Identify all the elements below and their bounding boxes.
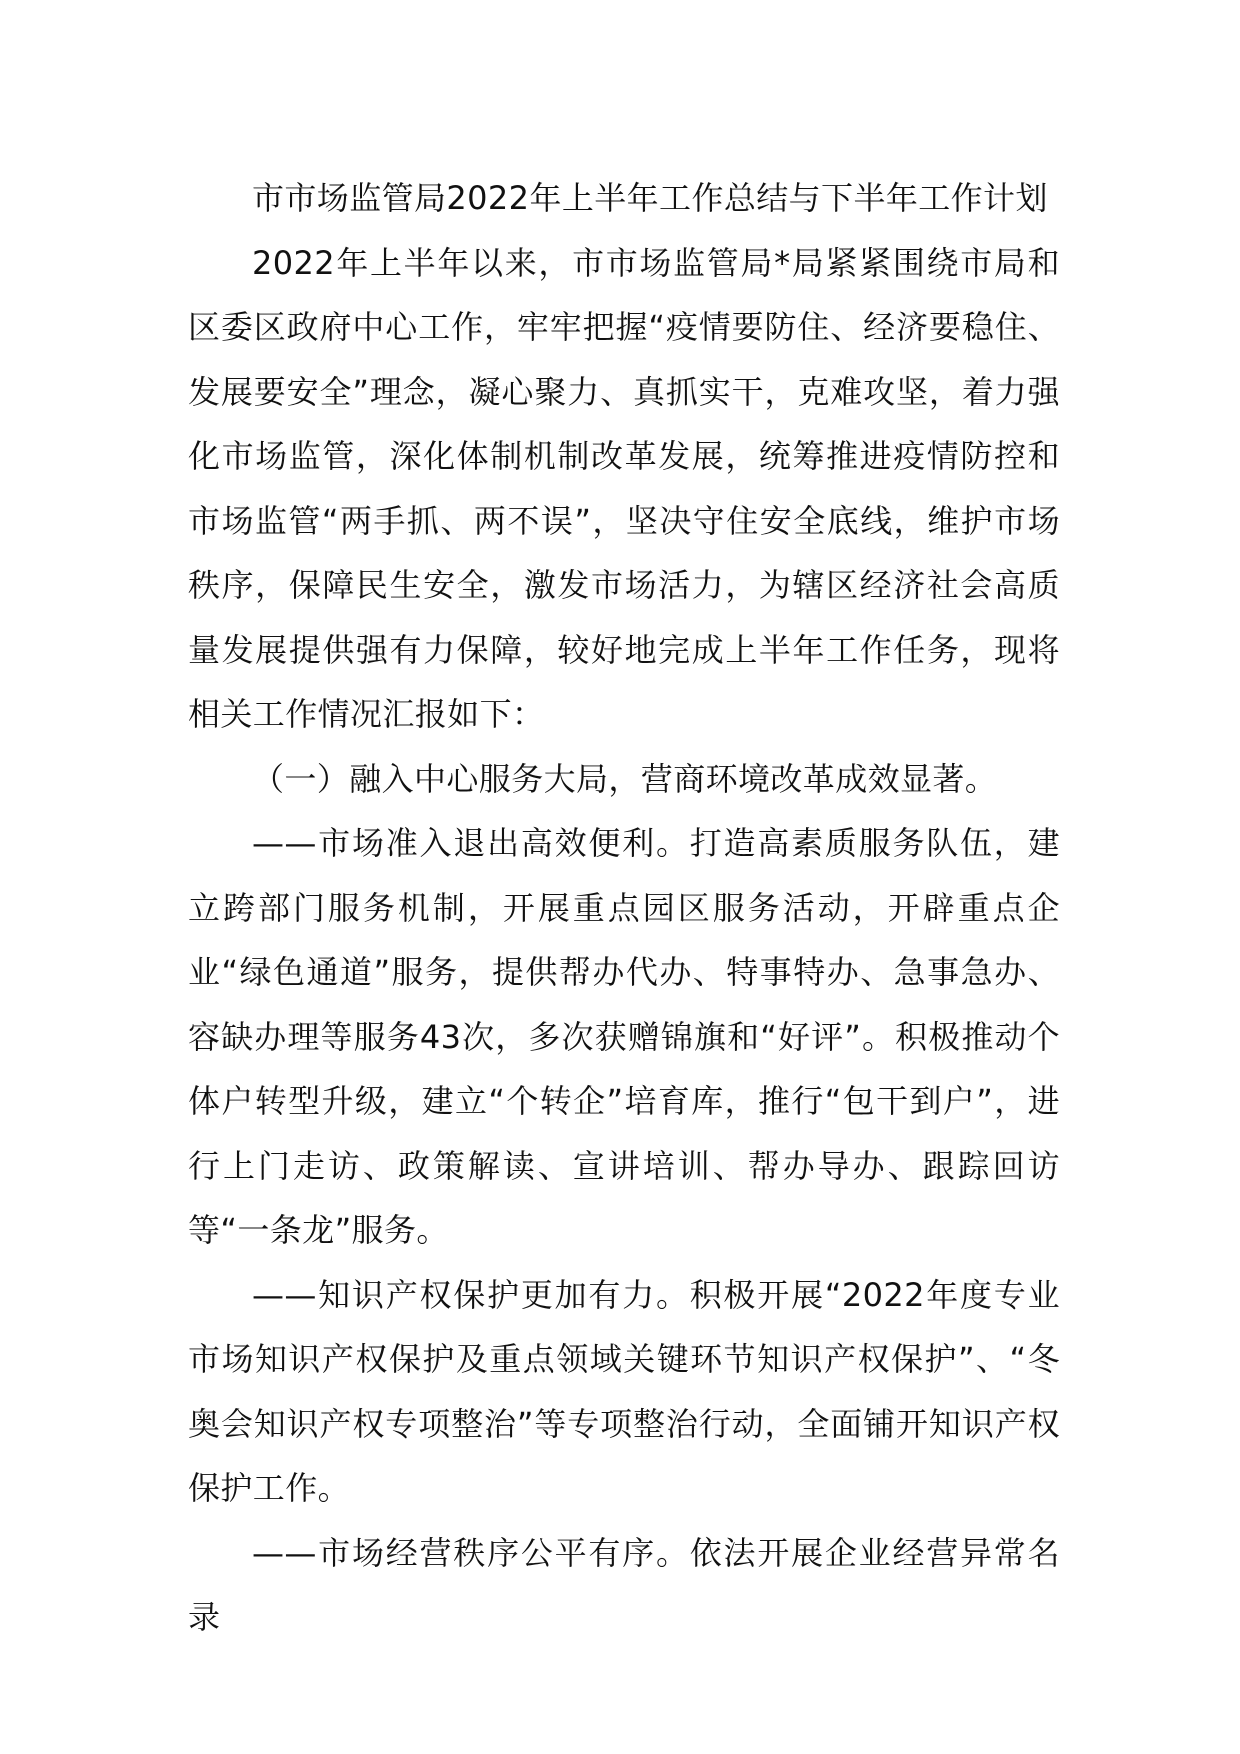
paragraph-market-order: ——市场经营秩序公平有序。依法开展企业经营异常名录 bbox=[188, 1533, 1060, 1636]
paragraph-ip-protection: ——知识产权保护更加有力。积极开展“2022年度专业市场知识产权保护及重点领域关键环节知识产权保护”、“冬奥会知识产权专项整治”等专项整治行动，全面铺开知识产权保护工作。 bbox=[188, 1275, 1060, 1507]
section-heading-1: （一）融入中心服务大局，营商环境改革成效显著。 bbox=[252, 759, 998, 798]
document-title: 市市场监管局2022年上半年工作总结与下半年工作计划 bbox=[252, 179, 1048, 217]
document-body bbox=[188, 166, 1060, 1650]
intro-paragraph: 2022年上半年以来，市市场监管局*局紧紧围绕市局和区委区政府中心工作，牢牢把握“疫情要防住、经济要稳住、发展要安全”理念，凝心聚力、真抓实干，克难攻坚，着力强化市场监管，深化体制机制改革发展，统筹推进疫情防控和市场监管“两手抓、两不误”，坚决守住安全底线，维护市场秩序，保障民生安全，激发市场活力，为辖区经济社会高质量发展提供强有力保障，较好地完成上半年工作任务，现将相关工作情况汇报如下： bbox=[188, 243, 1060, 733]
paragraph-market-access: ——市场准入退出高效便利。打造高素质服务队伍，建立跨部门服务机制，开展重点园区服务活动，开辟重点企业“绿色通道”服务，提供帮办代办、特事特办、急事急办、容缺办理等服务43次，多次获赠锦旗和“好评”。积极推动个体户转型升级，建立“个转企”培育库，推行“包干到户”，进行上门走访、政策解读、宣讲培训、帮办导办、跟踪回访等“一条龙”服务。 bbox=[188, 824, 1060, 1249]
